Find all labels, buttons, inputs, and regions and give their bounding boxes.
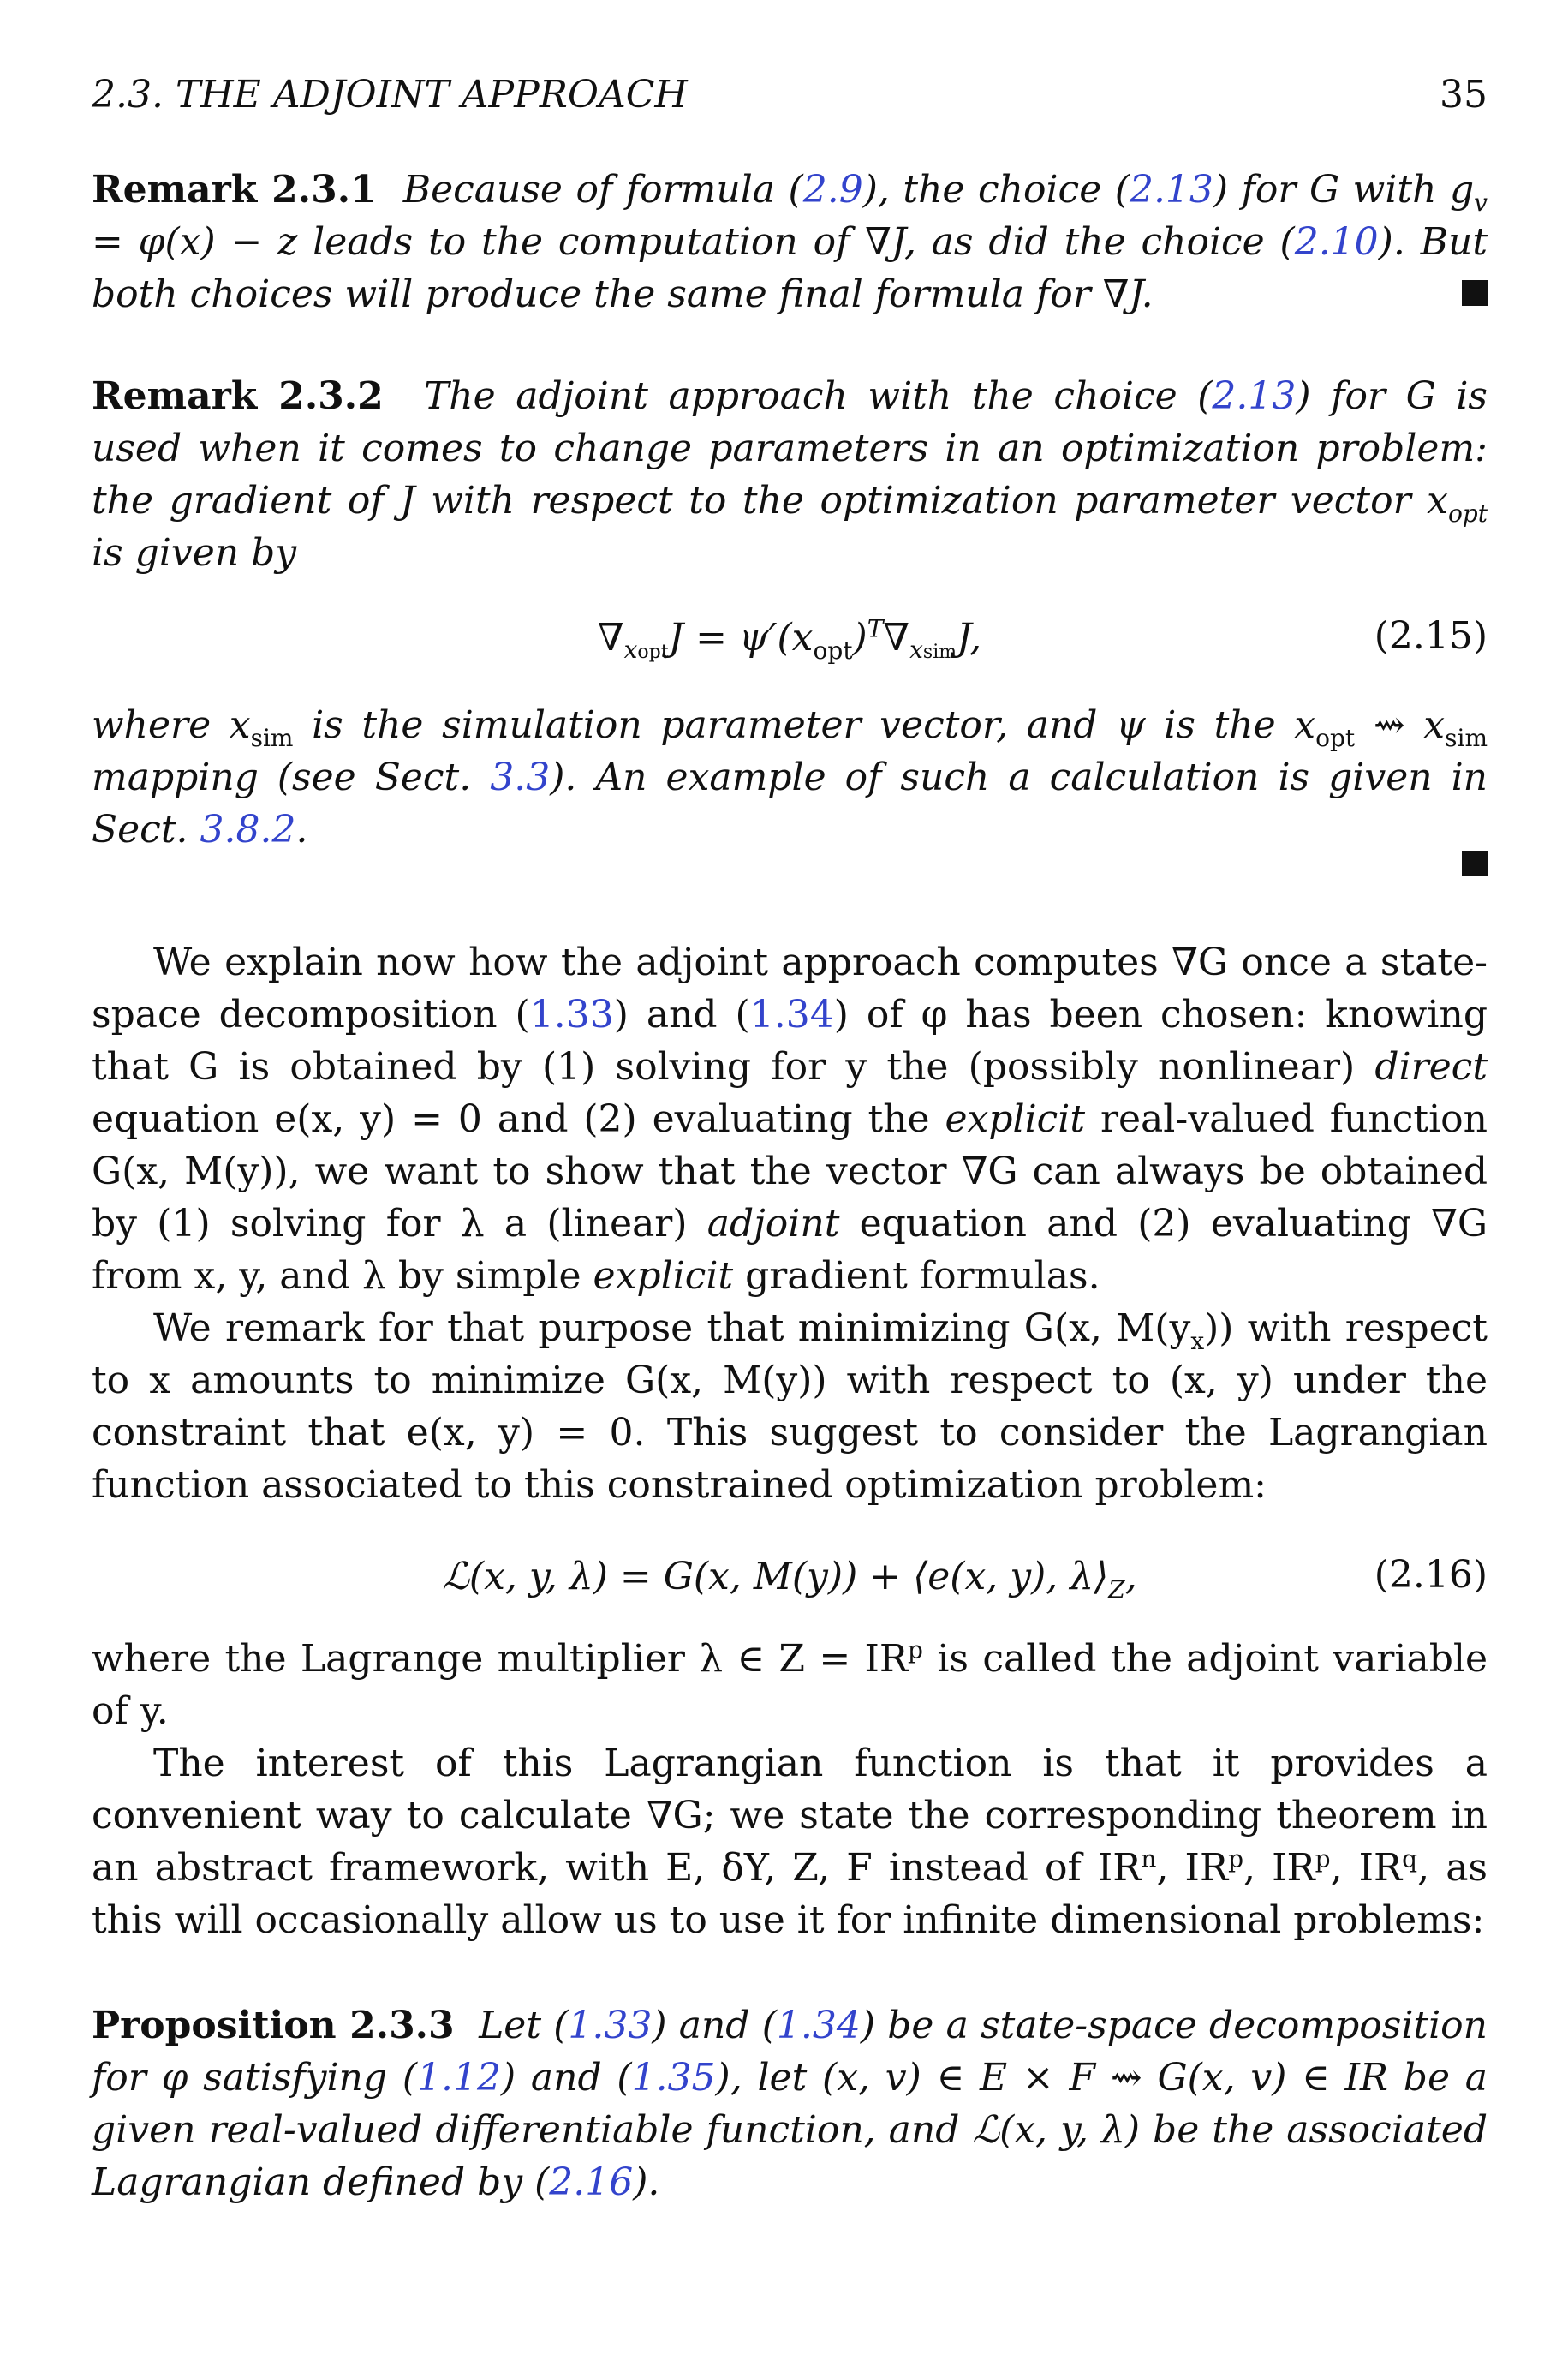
end-of-remark-square-icon	[1462, 280, 1488, 306]
equation-text: J = ψ′(x	[668, 615, 814, 660]
paragraph-text: , IR	[1156, 1846, 1229, 1890]
proposition-text: ), let (x, v) ∈ E × F ⇝ G(x, v) ∈ IR be a given real-valued differentiable function, and ℒ(x, y, λ) be the associated Lagrangian defined by (	[92, 2056, 1488, 2204]
section-title: 2.3. THE ADJOINT APPROACH	[92, 73, 688, 117]
paragraph-text: real-valued function G(x, M(y)), we want to show that the vector ∇G can always be obtained by (1) solving for λ a (linear)	[92, 1097, 1488, 1246]
subscript: x	[1190, 1326, 1205, 1355]
equation-number: (2.16)	[1374, 1553, 1488, 1597]
superscript: p	[908, 1635, 923, 1664]
equation-ref-link[interactable]: 1.33	[568, 2004, 653, 2047]
subscript: opt	[813, 636, 853, 665]
remark-2-3-2	[92, 370, 1488, 579]
paragraph-text: is called the adjoint variable of y.	[92, 1637, 1488, 1733]
equation-ref-link[interactable]: 1.34	[776, 2004, 861, 2047]
emphasis-text: explicit	[593, 1254, 734, 1298]
subscript: Z	[1108, 1574, 1125, 1604]
running-head	[92, 69, 1488, 121]
equation-text: ℒ(x, y, λ) = G(x, M(y)) + ⟨e(x, y), λ⟩	[442, 1554, 1109, 1598]
end-of-remark-square-icon	[1462, 851, 1488, 876]
equation-ref-link[interactable]: 2.13	[1129, 168, 1213, 212]
subscript: v	[1474, 188, 1488, 217]
proposition-2-3-3	[92, 1999, 1488, 2208]
equation-ref-link[interactable]: 2.9	[802, 168, 863, 212]
paragraph-text: , IR	[1330, 1846, 1403, 1890]
remark-text: is the simulation parameter vector, and ψ is the x	[293, 703, 1316, 747]
subscript: sim	[1445, 723, 1488, 752]
emphasis-text: direct	[1374, 1045, 1488, 1089]
subscript: sim	[922, 642, 957, 664]
paragraph-text: , as this will occasionally allow us to use it for infinite dimensional problems:	[92, 1846, 1488, 1942]
paragraph-text: equation e(x, y) = 0 and (2) evaluating the	[92, 1097, 945, 1141]
emphasis-text: adjoint	[706, 1202, 840, 1246]
remark-text: ). But both choices will produce the same final formula for ∇J.	[92, 220, 1488, 316]
remark-2-3-1	[92, 164, 1488, 320]
paragraph	[92, 1302, 1488, 1511]
paragraph	[92, 936, 1488, 1302]
remark-text: mapping (see Sect.	[92, 756, 491, 799]
paragraph-text: gradient formulas.	[733, 1254, 1100, 1298]
paragraph-text: )) with respect to x amounts to minimize G(x, M(y)) with respect to (x, y) under the constraint that e(x, y) = 0. This suggest to consider the Lagrangian function associated to this constrained optimization problem:	[92, 1306, 1488, 1507]
equation-ref-link[interactable]: 1.12	[416, 2056, 501, 2100]
equation-ref-link[interactable]: 2.16	[549, 2160, 634, 2204]
remark-text: ) for G with g	[1213, 168, 1475, 212]
proposition-text: ) and (	[652, 2004, 777, 2047]
paragraph-text: equation and (2) evaluating ∇G from x, y, and λ by simple	[92, 1202, 1488, 1298]
subscript: x	[909, 636, 923, 665]
remark-text: .	[295, 808, 308, 851]
subscript: opt	[1447, 499, 1488, 528]
paragraph-text: We remark for that purpose that minimizing G(x, M(y	[153, 1306, 1191, 1350]
nabla-symbol: ∇	[883, 615, 910, 660]
equation-ref-link[interactable]: 1.34	[749, 993, 834, 1037]
superscript: n	[1141, 1844, 1157, 1873]
proposition-text: ) be a state-space decomposition for φ satisfying (	[92, 2004, 1488, 2100]
subscript: opt	[637, 642, 669, 664]
nabla-symbol: ∇	[597, 615, 624, 660]
equation-2-16	[92, 1549, 1488, 1604]
proposition-label: Proposition 2.3.3	[92, 2004, 455, 2047]
equation-text: )	[852, 615, 867, 660]
paragraph	[92, 1737, 1488, 1946]
remark-label: Remark 2.3.1	[92, 168, 377, 212]
paragraph-text: ) and (	[613, 993, 750, 1037]
equation-ref-link[interactable]: 1.35	[631, 2056, 716, 2100]
subscript: sim	[250, 723, 294, 752]
subscript: x	[623, 636, 638, 665]
remark-text: ). An example of such a calculation is given in Sect.	[92, 756, 1488, 851]
equation-ref-link[interactable]: 1.33	[529, 993, 614, 1037]
section-ref-link[interactable]: 3.3	[490, 756, 551, 799]
remark-text: Because of formula (	[402, 168, 803, 212]
equation-body	[442, 1550, 1137, 1603]
superscript: p	[1228, 1844, 1244, 1873]
equation-ref-link[interactable]: 2.13	[1212, 374, 1297, 418]
subscript: opt	[1315, 723, 1356, 752]
page-number: 35	[1440, 73, 1488, 117]
remark-text: ) for G is used when it comes to change parameters in an optimization problem: the gradient of J with respect to the optimization parameter vector x	[92, 374, 1488, 523]
equation-body	[598, 612, 981, 664]
remark-text: is given by	[92, 531, 297, 575]
paragraph-text: , IR	[1243, 1846, 1315, 1890]
proposition-text: ).	[633, 2160, 660, 2204]
equation-ref-link[interactable]: 2.10	[1294, 220, 1379, 264]
equation-text: J,	[957, 615, 982, 660]
equation-number: (2.15)	[1374, 614, 1488, 658]
paragraph-text: ) of φ has been chosen: knowing that G is obtained by (1) solving for y the (possibly nonlinear)	[92, 993, 1488, 1089]
emphasis-text: explicit	[945, 1097, 1086, 1141]
proposition-text: Let (	[479, 2004, 569, 2047]
superscript: q	[1402, 1844, 1418, 1873]
remark-2-3-2-continued	[92, 699, 1488, 856]
remark-text: = φ(x) − z leads to the computation of ∇J, as did the choice (	[92, 220, 1295, 264]
equation-2-15	[92, 610, 1488, 665]
section-ref-link[interactable]: 3.8.2	[200, 808, 296, 851]
superscript: T	[867, 613, 884, 642]
remark-label: Remark 2.3.2	[92, 374, 384, 418]
remark-text: where x	[92, 703, 251, 747]
page	[92, 69, 1488, 2258]
equation-text: ,	[1124, 1554, 1137, 1598]
remark-text: ⇝ x	[1355, 703, 1446, 747]
paragraph-text: We explain now how the adjoint approach computes ∇G once a state-space decomposition (	[92, 941, 1488, 1037]
paragraph-text: where the Lagrange multiplier λ ∈ Z = IR	[92, 1637, 909, 1681]
superscript: p	[1315, 1844, 1331, 1873]
remark-text: The adjoint approach with the choice (	[423, 374, 1213, 418]
paragraph-text: The interest of this Lagrangian function is that it provides a convenient way to calculate ∇G; we state the corresponding theorem in an abstract framework, with E, δY, Z, F instead of IR	[92, 1742, 1488, 1890]
remark-text: ), the choice (	[862, 168, 1130, 212]
proposition-text: ) and (	[500, 2056, 632, 2100]
paragraph	[92, 1633, 1488, 1737]
